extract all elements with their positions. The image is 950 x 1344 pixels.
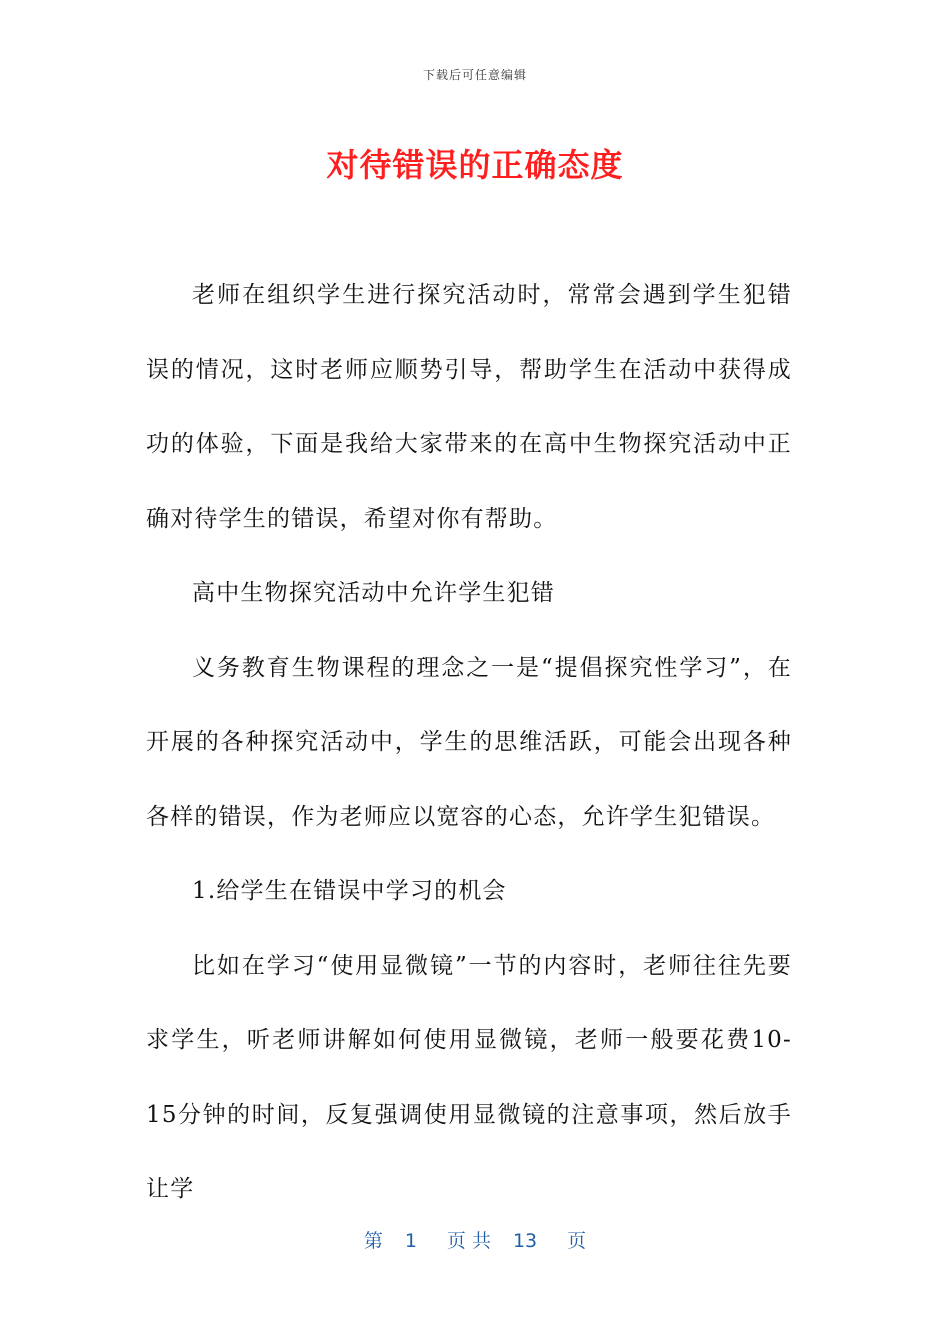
- document-title: 对待错误的正确态度: [326, 146, 624, 184]
- paragraph-5: 比如在学习“使用显微镜”一节的内容时，老师往往先要求学生，听老师讲解如何使用显微镜，老师一般要花费10-15分钟的时间，反复强调使用显微镜的注意事项，然后放手让学: [146, 952, 792, 1202]
- footer-suffix: 页: [567, 1230, 587, 1252]
- paragraph-1: 老师在组织学生进行探究活动时，常常会遇到学生犯错误的情况，这时老师应顺势引导，帮助学生在活动中获得成功的体验，下面是我给大家带来的在高中生物探究活动中正确对待学生的错误，希望对你有帮助。: [146, 282, 792, 532]
- paragraph-2-heading: 高中生物探究活动中允许学生犯错: [192, 580, 555, 606]
- document-body: [146, 258, 792, 1227]
- footer-middle: 页 共: [446, 1230, 491, 1252]
- footer-total-pages: 13: [512, 1230, 538, 1252]
- footer-page-number: 1: [404, 1230, 417, 1252]
- footer-prefix: 第: [363, 1230, 383, 1252]
- header-note: 下载后可任意编辑: [422, 68, 527, 82]
- paragraph-3: 义务教育生物课程的理念之一是“提倡探究性学习”，在开展的各种探究活动中，学生的思维活跃，可能会出现各种各样的错误，作为老师应以宽容的心态，允许学生犯错误。: [146, 654, 792, 830]
- paragraph-4-subheading: 1.给学生在错误中学习的机会: [192, 878, 507, 904]
- page-footer: [0, 1226, 950, 1253]
